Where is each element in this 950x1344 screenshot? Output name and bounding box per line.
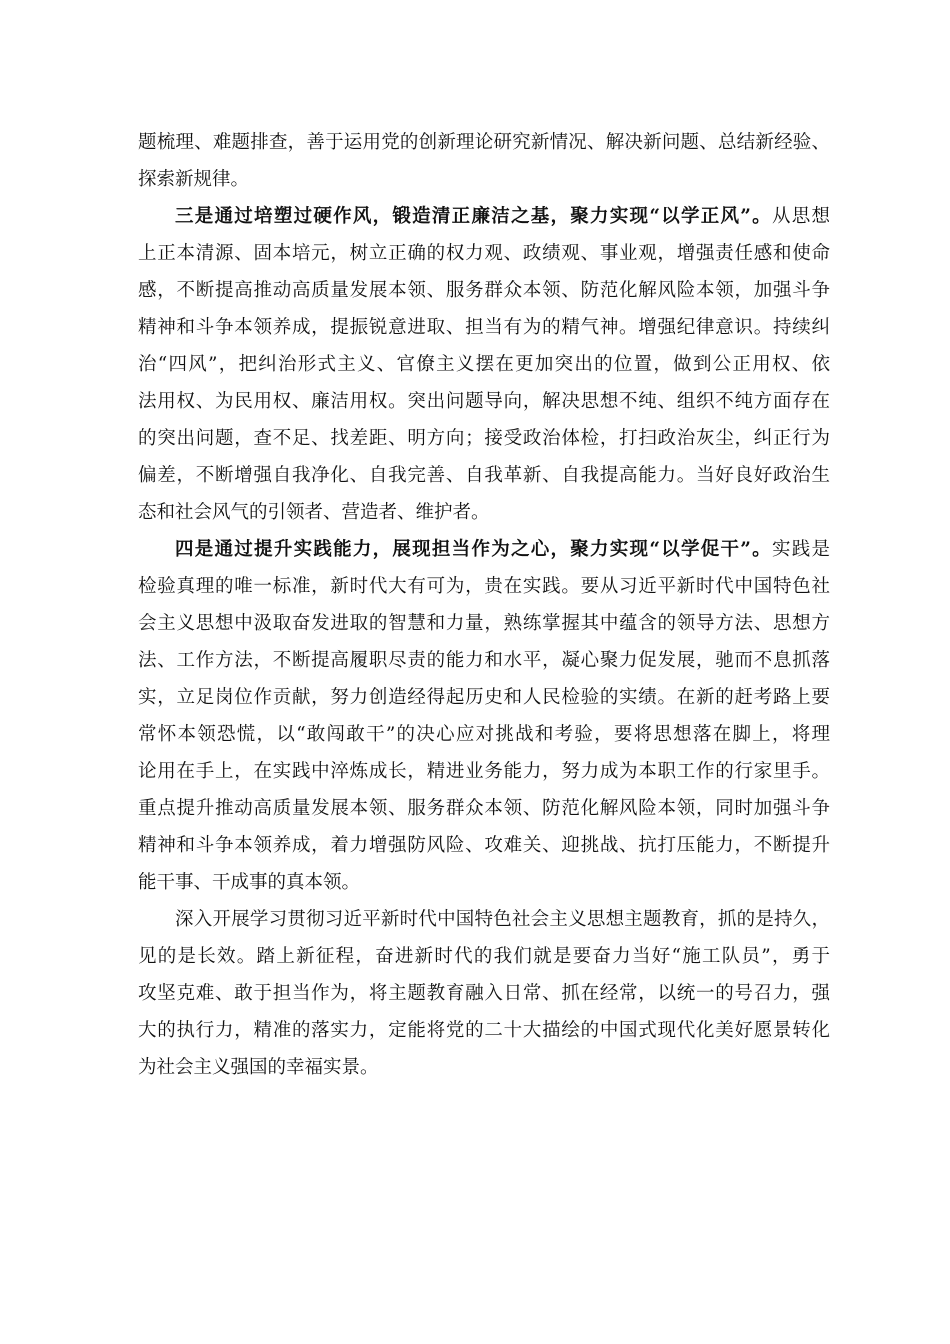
paragraph-heading: 三是通过培塑过硬作风，锻造清正廉洁之基，聚力实现“以学正风”。 <box>175 206 772 227</box>
text-line: 法、工作方法，不断提高履职尽责的能力和水平，凝心聚力促发展，驰而不息抓落 <box>138 650 830 671</box>
text-line: 感，不断提高推动高质量发展本领、服务群众本领、防范化解风险本领，加强斗争 <box>138 280 830 301</box>
text-line: 常怀本领恐慌，以“敢闯敢干”的决心应对挑战和考验，要将思想落在脚上，将理 <box>138 724 830 745</box>
paragraph-first-line <box>138 531 830 568</box>
text-line: 检验真理的唯一标准，新时代大有可为，贵在实践。要从习近平新时代中国特色社 <box>138 576 830 597</box>
paragraph-continuation <box>138 124 830 198</box>
text-line: 为社会主义强国的幸福实景。 <box>138 1057 379 1078</box>
paragraph-first-line <box>138 198 830 235</box>
text-line: 会主义思想中汲取奋发进取的智慧和力量，熟练掌握其中蕴含的领导方法、思想方 <box>138 613 830 634</box>
text-line: 法用权、为民用权、廉洁用权。突出问题导向，解决思想不纯、组织不纯方面存在 <box>138 391 830 412</box>
text-line: 治“四风”，把纠治形式主义、官僚主义摆在更加突出的位置，做到公正用权、依 <box>138 354 830 375</box>
text-line: 的突出问题，查不足、找差距、明方向；接受政治体检，打扫政治灰尘，纠正行为 <box>138 428 830 449</box>
text-line: 题梳理、难题排查，善于运用党的创新理论研究新情况、解决新问题、总结新经验、 <box>138 132 830 153</box>
text-line: 偏差，不断增强自我净化、自我完善、自我革新、自我提高能力。当好良好政治生 <box>138 465 830 486</box>
text-line: 态和社会风气的引领者、营造者、维护者。 <box>138 502 490 523</box>
text-line: 上正本清源、固本培元，树立正确的权力观、政绩观、事业观，增强责任感和使命 <box>138 243 830 264</box>
text-line: 精神和斗争本领养成，提振锐意进取、担当有为的精气神。增强纪律意识。持续纠 <box>138 317 830 338</box>
text-line: 重点提升推动高质量发展本领、服务群众本领、防范化解风险本领，同时加强斗争 <box>138 798 830 819</box>
paragraph-first-line: 深入开展学习贯彻习近平新时代中国特色社会主义思想主题教育，抓的是持久， <box>175 909 830 930</box>
paragraph-conclusion <box>138 901 830 1086</box>
paragraph-yi-xue-cu-gan <box>138 531 830 901</box>
heading-continuation: 从思想 <box>771 206 830 227</box>
document-body <box>138 124 830 1086</box>
heading-continuation: 实践是 <box>771 539 830 560</box>
text-line: 见的是长效。踏上新征程，奋进新时代的我们就是要奋力当好“施工队员”，勇于 <box>138 946 830 967</box>
text-line: 能干事、干成事的真本领。 <box>138 872 361 893</box>
text-line: 探索新规律。 <box>138 169 250 190</box>
text-line: 论用在手上，在实践中淬炼成长，精进业务能力，努力成为本职工作的行家里手。 <box>138 761 830 782</box>
text-line: 大的执行力，精准的落实力，定能将党的二十大描绘的中国式现代化美好愿景转化 <box>138 1020 830 1041</box>
paragraph-yi-xue-zheng-feng <box>138 198 830 531</box>
text-line: 实，立足岗位作贡献，努力创造经得起历史和人民检验的实绩。在新的赶考路上要 <box>138 687 830 708</box>
text-line: 攻坚克难、敢于担当作为，将主题教育融入日常、抓在经常，以统一的号召力，强 <box>138 983 830 1004</box>
paragraph-heading: 四是通过提升实践能力，展现担当作为之心，聚力实现“以学促干”。 <box>175 539 772 560</box>
text-line: 精神和斗争本领养成，着力增强防风险、攻难关、迎挑战、抗打压能力，不断提升 <box>138 835 830 856</box>
